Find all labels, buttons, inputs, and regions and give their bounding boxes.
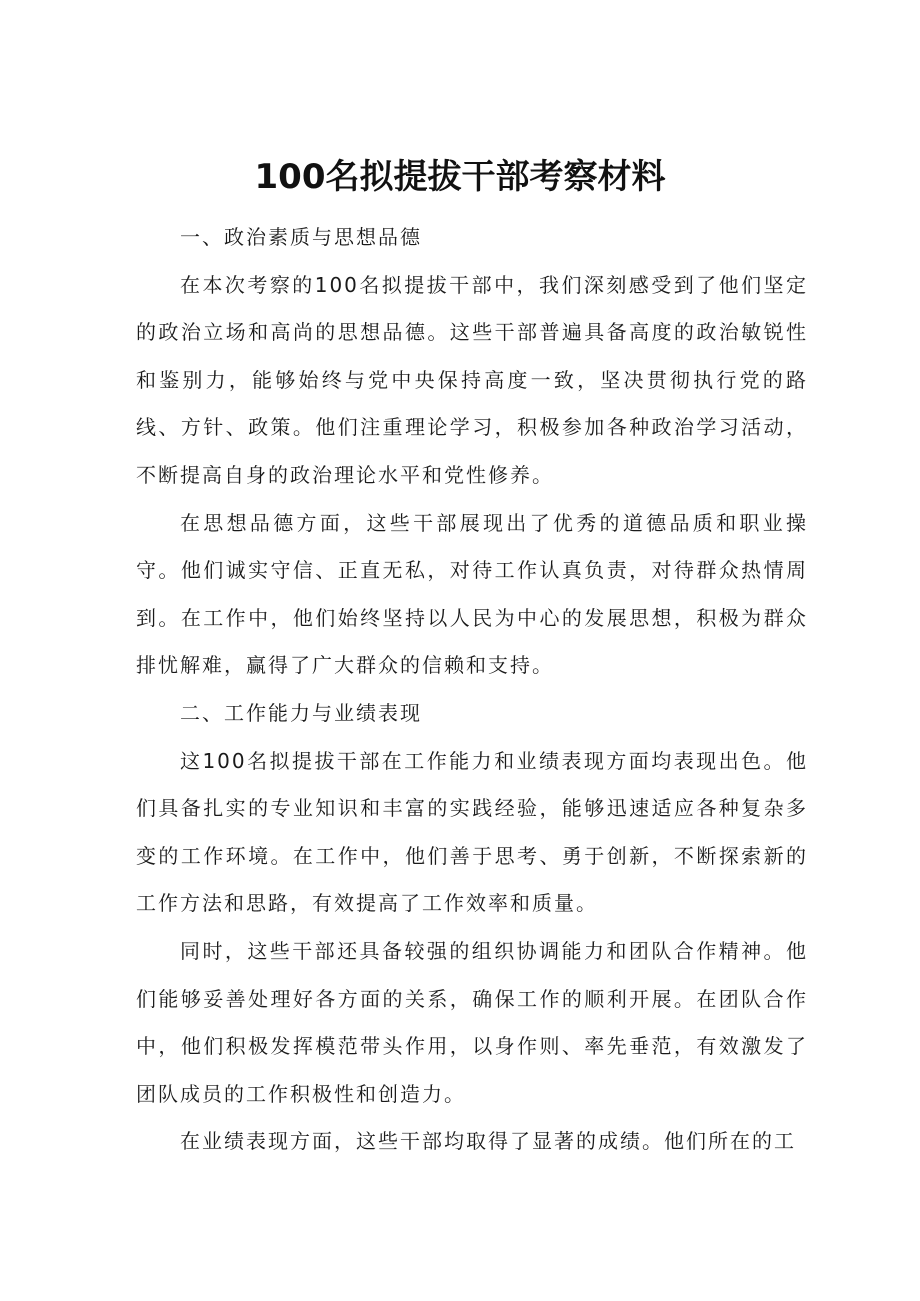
- paragraph: 在业绩表现方面，这些干部均取得了显著的成绩。他们所在的工: [180, 1129, 796, 1154]
- document-body: [136, 214, 808, 1166]
- paragraph: 在本次考察的100名拟提拔干部中，我们深刻感受到了他们坚定的政治立场和高尚的思想品德。这些干部普遍具备高度的政治敏锐性和鉴别力，能够始终与党中央保持高度一致，坚决贯彻执行党的路线、方针、政策。他们注重理论学习，积极参加各种政治学习活动，不断提高自身的政治理论水平和党性修养。: [136, 272, 808, 487]
- paragraph: 同时，这些干部还具备较强的组织协调能力和团队合作精神。他们能够妥善处理好各方面的关系，确保工作的顺利开展。在团队合作中，他们积极发挥模范带头作用，以身作则、率先垂范，有效激发了团队成员的工作积极性和创造力。: [136, 938, 808, 1106]
- section-heading-performance: 二、工作能力与业绩表现: [180, 700, 422, 725]
- paragraph: 在思想品德方面，这些干部展现出了优秀的道德品质和职业操守。他们诚实守信、正直无私，对待工作认真负责，对待群众热情周到。在工作中，他们始终坚持以人民为中心的发展思想，积极为群众排忧解难，赢得了广大群众的信赖和支持。: [136, 510, 808, 678]
- section-heading-political: 一、政治素质与思想品德: [180, 225, 422, 249]
- document-title: 100名拟提拔干部考察材料: [254, 157, 666, 197]
- paragraph: 这100名拟提拔干部在工作能力和业绩表现方面均表现出色。他们具备扎实的专业知识和丰富的实践经验，能够迅速适应各种复杂多变的工作环境。在工作中，他们善于思考、勇于创新，不断探索新的工作方法和思路，有效提高了工作效率和质量。: [136, 748, 808, 916]
